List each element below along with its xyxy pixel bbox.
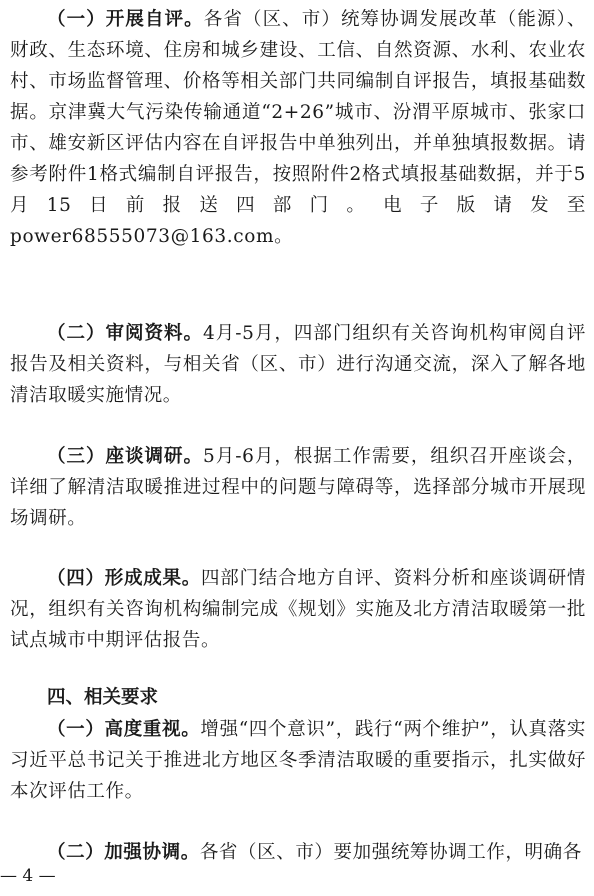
paragraph-text: 4月-5月，四部门组织有关咨询机构审阅自评报告及相关资料，与相关省（区、市）进行沟通交流，深入了解各地清洁取暖实施情况。 [10,323,586,406]
paragraph-symposium-research [10,441,586,534]
paragraph-text: 各省（区、市）统筹协调发展改革（能源）、财政、生态环境、住房和城乡建设、工信、自然资源、水利、农业农村、市场监督管理、价格等相关部门共同编制自评报告，填报基础数据。京津冀大气污染传输通道“2+26”城市、汾渭平原城市、张家口市、雄安新区评估内容在自评报告中单独列出，并单独填报数据。请参考附件1格式编制自评报告，按照附件2格式填报基础数据，并于5月15日前报送四部门。电子版请发至power68555073@163.com。 [10,9,586,247]
paragraph-lead: （一）高度重视。 [47,719,201,740]
paragraph-high-attention [10,714,586,807]
paragraph-text: 四部门结合地方自评、资料分析和座谈调研情况，组织有关咨询机构编制完成《规划》实施及北方清洁取暖第一批试点城市中期评估报告。 [10,568,586,651]
paragraph-text: 各省（区、市）要加强统筹协调工作，明确各 [199,842,582,863]
paragraph-text: 增强“四个意识”，践行“两个维护”，认真落实习近平总书记关于推进北方地区冬季清洁取暖的重要指示，扎实做好本次评估工作。 [10,719,586,802]
paragraph-lead: （四）形成成果。 [47,568,202,589]
page-number: — 4 — [0,866,56,886]
paragraph-form-results [10,563,586,656]
paragraph-lead: （二）加强协调。 [47,842,200,863]
paragraph-lead: （一）开展自评。 [47,9,204,30]
paragraph-strengthen-coordination [10,837,586,868]
paragraph-lead: （二）审阅资料。 [47,323,203,344]
paragraph-lead: （三）座谈调研。 [47,446,203,467]
paragraph-text: 5月-6月，根据工作需要，组织召开座谈会，详细了解清洁取暖推进过程中的问题与障碍等，选择部分城市开展现场调研。 [10,446,586,529]
section-title: 四、相关要求 [47,687,159,708]
paragraph-self-assessment [10,4,586,252]
paragraph-review-materials [10,318,586,411]
